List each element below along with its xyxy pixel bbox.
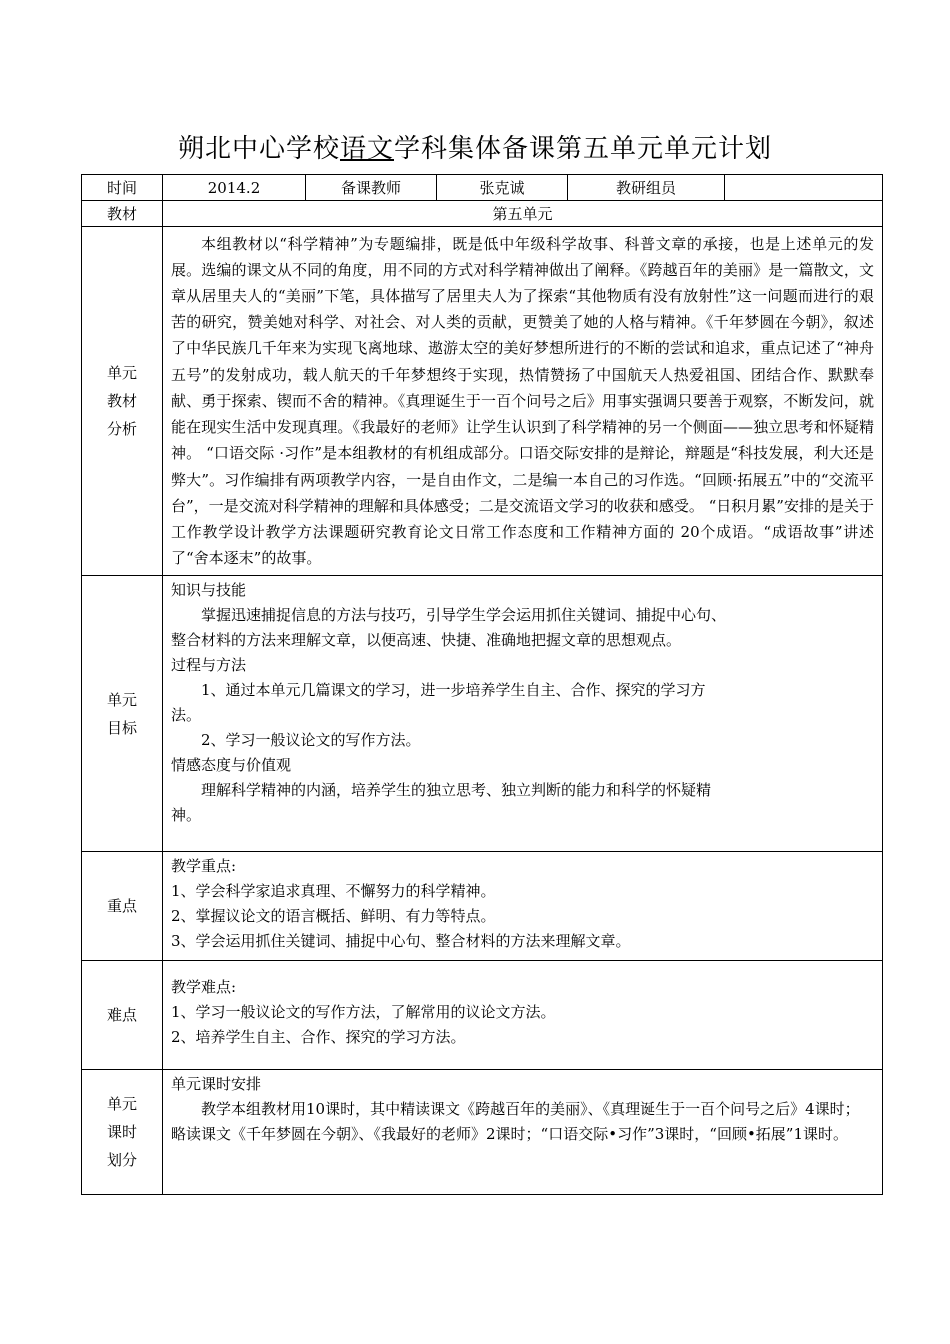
key-point-item: 1、学会科学家追求真理、不懈努力的科学精神。: [171, 882, 496, 900]
time-value: 2014.2: [163, 175, 306, 201]
difficulty-item: 1、学习一般议论文的写作方法，了解常用的议论文方法。: [171, 1003, 556, 1021]
difficulties-heading: 教学难点:: [171, 978, 237, 996]
analysis-cell: [163, 227, 883, 576]
key-points-cell: [163, 852, 883, 961]
emotion-heading: 情感态度与价值观: [171, 756, 292, 774]
teacher-label: 备课教师: [306, 175, 437, 201]
schedule-label-line: 单元: [106, 1095, 137, 1113]
key-points-heading: 教学重点:: [171, 857, 237, 875]
goals-label: [82, 576, 163, 852]
difficulties-label: 难点: [82, 961, 163, 1070]
schedule-cell: [163, 1070, 883, 1195]
knowledge-heading: 知识与技能: [171, 581, 247, 599]
analysis-text: 本组教材以“科学精神”为专题编排，既是低中年级科学故事、科普文章的承接，也是上述单元的发展。选编的课文从不同的角度，用不同的方式对科学精神做出了阐释。《跨越百年的美丽》是一篇散文，文章从居里夫人的“美丽”下笔，具体描写了居里夫人为了探索“其他物质有没有放射性”这一问题而进行的艰苦的研究，赞美她对科学、对社会、对人类的贡献，更赞美了她的人格与精神。《千年梦圆在今朝》，叙述了中华民族几千年来为实现飞离地球、遨游太空的美好梦想所进行的不断的尝试和追求，重点记述了“神舟五号”的发射成功，载人航天的千年梦想终于实现，热情赞扬了中国航天人热爱祖国、团结合作、默默奉献、勇于探索、锲而不舍的精神。《真理诞生于一百个问号之后》用事实强调只要善于观察，不断发问，就能在现实生活中发现真理。《我最好的老师》让学生认识到了科学精神的另一个侧面——独立思考和怀疑精神。 “口语交际 ·习作”是本组教材的有机组成部分。口语交际安排的是辩论，辩题是“科技发展，利大还是弊大”。习作编排有两项教学内容，一是自由作文，二是编一本自己的习作选。“回顾·拓展五”中的“交流平台”，一是交流对科学精神的理解和具体感受；二是交流语文学习的收获和感受。 “日积月累”安排的是关于工作教学设计教学方法课题研究教育论文日常工作态度和工作精神方面的 20个成语。“成语故事”讲述了“舍本逐末”的故事。: [171, 234, 874, 568]
analysis-label: [82, 227, 163, 576]
key-point-item: 3、学会运用抓住关键词、捕捉中心句、整合材料的方法来理解文章。: [171, 932, 631, 950]
page-title: [0, 128, 950, 165]
teacher-value: 张克诚: [437, 175, 568, 201]
key-point-item: 2、掌握议论文的语言概括、鲜明、有力等特点。: [171, 907, 496, 925]
goals-label-line: 目标: [106, 718, 137, 737]
emotion-text: 理解科学精神的内涵，培养学生的独立思考、独立判断的能力和科学的怀疑精神。: [171, 781, 712, 824]
goals-cell: [163, 576, 883, 852]
goals-label-line: 单元: [106, 690, 137, 709]
unit-plan-table: [81, 174, 883, 1195]
schedule-heading: 单元课时安排: [171, 1075, 262, 1093]
group-label: 教研组员: [568, 175, 725, 201]
goals-row: [82, 576, 883, 852]
analysis-row: [82, 227, 883, 576]
material-label: 教材: [82, 201, 163, 227]
title-subject: 语文: [339, 134, 394, 164]
material-value: 第五单元: [163, 201, 883, 227]
title-school: 朔北中心学校: [177, 134, 340, 164]
difficulties-row: [82, 961, 883, 1070]
key-points-row: [82, 852, 883, 961]
group-value: [725, 175, 883, 201]
analysis-label-line: 分析: [106, 420, 137, 438]
analysis-label-line: 教材: [106, 392, 137, 410]
schedule-label: [82, 1070, 163, 1195]
schedule-label-line: 划分: [106, 1151, 137, 1169]
header-row: [82, 175, 883, 201]
process-heading: 过程与方法: [171, 656, 247, 674]
knowledge-text: 掌握迅速捕捉信息的方法与技巧，引导学生学会运用抓住关键词、捕捉中心句、整合材料的方法来理解文章，以便高速、快捷、准确地把握文章的思想观点。: [171, 606, 727, 649]
schedule-label-line: 课时: [106, 1123, 137, 1141]
key-points-label: 重点: [82, 852, 163, 961]
analysis-label-line: 单元: [106, 364, 137, 382]
difficulties-cell: [163, 961, 883, 1070]
time-label: 时间: [82, 175, 163, 201]
title-rest: 学科集体备课第五单元单元计划: [394, 134, 773, 164]
process-item: 2、学习一般议论文的写作方法。: [201, 731, 421, 749]
material-row: [82, 201, 883, 227]
schedule-text: 教学本组教材用10课时，其中精读课文《跨越百年的美丽》、《真理诞生于一百个问号之后》4课时；略读课文《千年梦圆在今朝》、《我最好的老师》2课时；“口语交际•习作”3课时，“回顾•拓展”1课时。: [171, 1100, 860, 1143]
difficulty-item: 2、培养学生自主、合作、探究的学习方法。: [171, 1028, 466, 1046]
schedule-row: [82, 1070, 883, 1195]
process-item: 1、通过本单元几篇课文的学习，进一步培养学生自主、合作、探究的学习方法。: [171, 681, 706, 724]
